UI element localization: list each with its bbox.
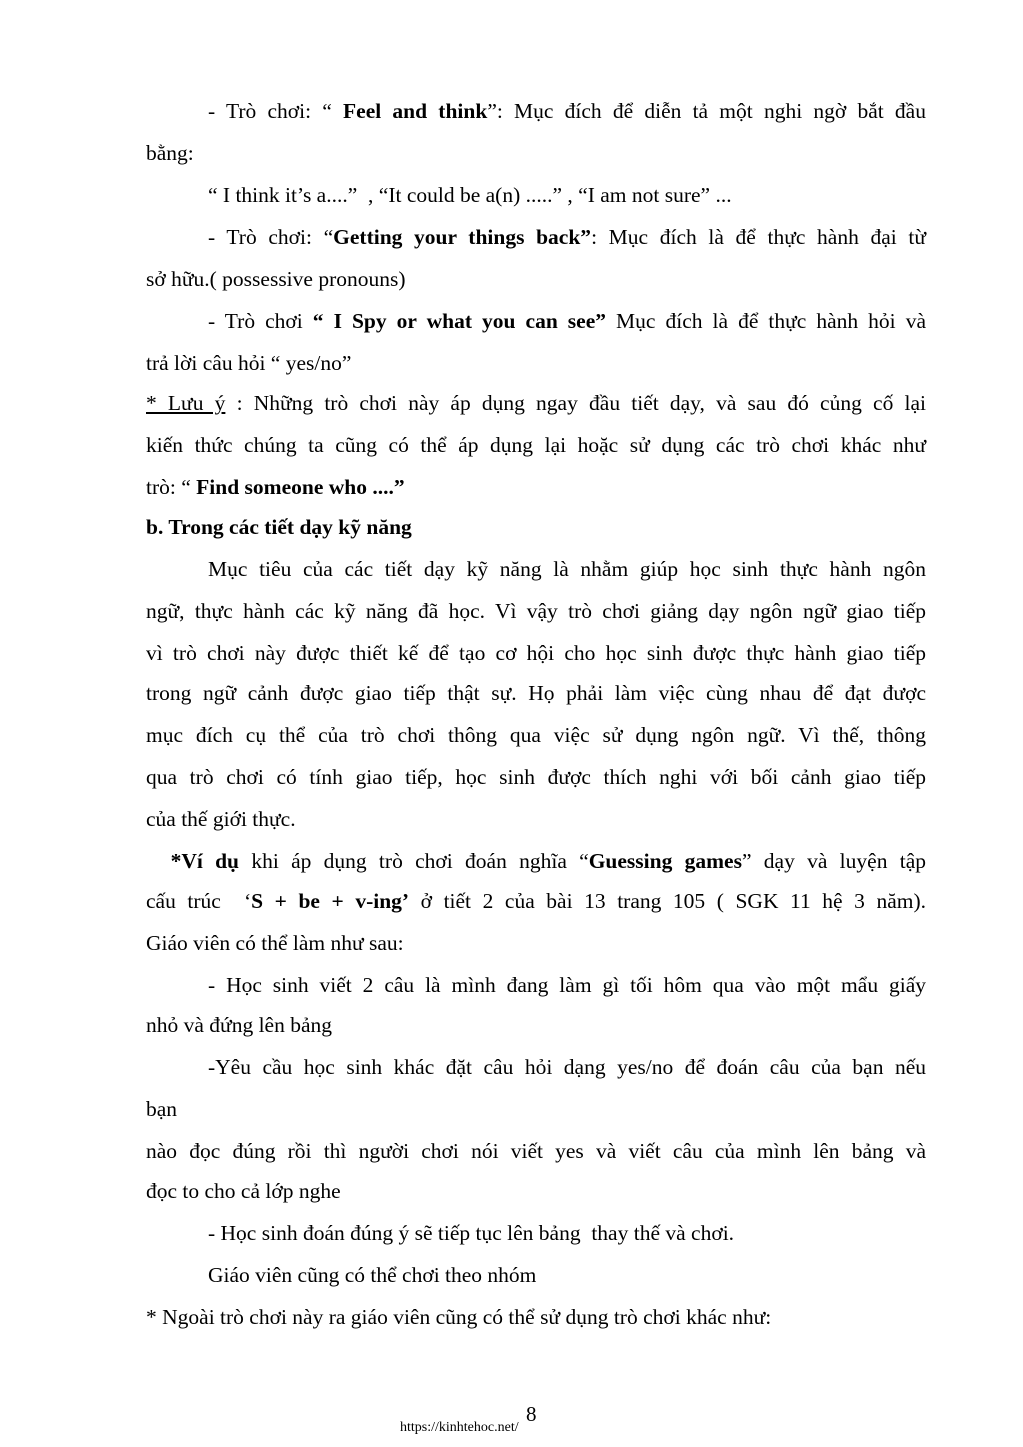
text-run: bằng: [146, 141, 194, 165]
text-line [146, 1010, 926, 1040]
footer-url[interactable]: https://kinhtehoc.net/ [400, 1420, 519, 1435]
text-run: - Học sinh viết 2 câu là mình đang làm gì tối hôm qua vào một mẩu giấy [208, 973, 926, 997]
text-run: vì trò chơi này được thiết kế để tạo cơ hội cho học sinh được thực hành giao tiếp [146, 641, 926, 665]
text-run: nào đọc đúng rồi thì người chơi nói viết yes và viết câu của mình lên bảng và [146, 1139, 926, 1163]
text-line [146, 472, 926, 502]
text-run: trong ngữ cảnh được giao tiếp thật sự. Họ phải làm việc cùng nhau để đạt được [146, 681, 926, 705]
text-line [208, 306, 926, 336]
text-line [146, 348, 926, 378]
text-run: Getting your things back” [333, 225, 592, 249]
text-line [146, 512, 926, 542]
text-run: b. Trong các tiết dạy kỹ năng [146, 515, 412, 539]
text-line [208, 180, 926, 210]
text-run: - Trò chơi: “ [208, 225, 334, 249]
text-run: trò: “ [146, 475, 197, 499]
text-line [146, 1136, 926, 1166]
text-run: nhỏ và đứng lên bảng [146, 1013, 333, 1037]
text-line [146, 388, 926, 418]
text-run: -Yêu cầu học sinh khác đặt câu hỏi dạng yes/no để đoán câu của bạn nếu [208, 1055, 926, 1079]
text-run: Mục đích là để thực hành hỏi và [606, 309, 926, 333]
text-line [208, 1052, 926, 1082]
text-line [208, 970, 926, 1000]
text-run: : Những trò chơi này áp dụng ngay đầu tiết dạy, và sau đó củng cố lại [225, 391, 926, 415]
text-line [208, 1218, 926, 1248]
text-line [146, 762, 926, 792]
text-run: kiến thức chúng ta cũng có thể áp dụng lại hoặc sử dụng các trò chơi khác như [146, 433, 926, 457]
text-run: ở tiết 2 của bài 13 trang 105 ( SGK 11 hệ 3 năm). [409, 889, 927, 913]
text-run: Guessing games [588, 849, 742, 873]
text-run: - Trò chơi: “ [208, 99, 344, 123]
text-line [146, 804, 926, 834]
text-run: cấu trúc ‘ [146, 889, 252, 913]
text-line [146, 1302, 926, 1332]
text-line [146, 430, 926, 460]
text-run: ngữ, thực hành các kỹ năng đã học. Vì vậy trò chơi giảng dạy ngôn ngữ giao tiếp [146, 599, 926, 623]
text-line [146, 596, 926, 626]
text-run: sở hữu.( possessive pronouns) [146, 267, 406, 291]
text-line [146, 138, 926, 168]
text-run: qua trò chơi có tính giao tiếp, học sinh được thích nghi với bối cảnh giao tiếp [146, 765, 926, 789]
text-line [146, 678, 926, 708]
text-line [208, 222, 926, 252]
text-line [146, 846, 926, 876]
text-run: của thế giới thực. [146, 807, 296, 831]
text-run: Giáo viên cũng có thể chơi theo nhóm [208, 1263, 537, 1287]
text-run: “ I think it’s a....” , “It could be a(n) .....” , “I am not sure” ... [208, 183, 732, 207]
text-line [146, 886, 926, 916]
text-run: trả lời câu hỏi “ yes/no” [146, 351, 352, 375]
text-run: ”: Mục đích để diễn tả một nghi ngờ bắt đầu [487, 99, 926, 123]
text-run: ” dạy và luyện tập [741, 849, 927, 873]
text-line [146, 720, 926, 750]
text-line [146, 928, 926, 958]
text-line [146, 1094, 926, 1124]
text-run: khi áp dụng trò chơi đoán nghĩa “ [239, 849, 589, 873]
text-run: Find someone who ....” [196, 475, 405, 499]
text-run: Mục tiêu của các tiết dạy kỹ năng là nhằm giúp học sinh thực hành ngôn [208, 557, 926, 581]
text-line [146, 264, 926, 294]
text-run: - Trò chơi [208, 309, 313, 333]
text-run: : Mục đích là để thực hành đại từ [591, 225, 926, 249]
text-run: S + be + v-ing’ [251, 889, 410, 913]
text-run: * Ngoài trò chơi này ra giáo viên cũng có thể sử dụng trò chơi khác như: [146, 1305, 772, 1329]
text-run: Giáo viên có thể làm như sau: [146, 931, 404, 955]
text-run: “ I Spy or what you can see” [312, 309, 607, 333]
text-run: Feel and think [343, 99, 488, 123]
text-line [208, 554, 926, 584]
text-run: * Lưu ý [146, 391, 226, 415]
text-run: *Ví dụ [146, 849, 240, 873]
text-line [146, 1176, 926, 1206]
text-run: bạn [146, 1097, 178, 1121]
text-line [146, 638, 926, 668]
text-line [208, 1260, 926, 1290]
text-run: - Học sinh đoán đúng ý sẽ tiếp tục lên bảng thay thế và chơi. [208, 1221, 735, 1245]
text-run: mục đích cụ thể của trò chơi thông qua việc sử dụng ngôn ngữ. Vì thế, thông [146, 723, 926, 747]
page-number: 8 [526, 1402, 537, 1426]
text-run: đọc to cho cả lớp nghe [146, 1179, 341, 1203]
text-line [208, 96, 926, 126]
